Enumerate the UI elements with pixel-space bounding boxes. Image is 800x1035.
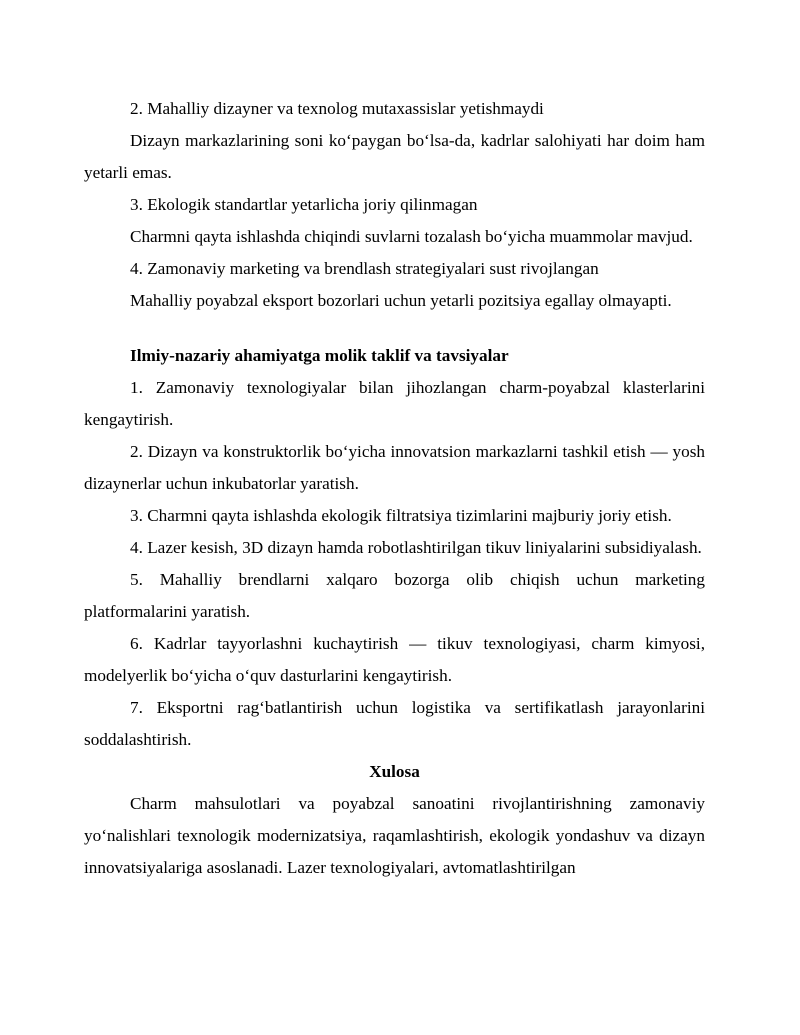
- recommendation-item: 6. Kadrlar tayyorlashni kuchaytirish — tikuv texnologiyasi, charm kimyosi, modelyerlik bo‘yicha o‘quv dasturlarini kengaytirish.: [84, 634, 705, 685]
- recommendation-item: 4. Lazer kesish, 3D dizayn hamda robotlashtirilgan tikuv liniyalarini subsidiyalash.: [130, 538, 702, 557]
- problem-2-text: Dizayn markazlarining soni ko‘paygan bo‘lsa-da, kadrlar salohiyati har doim ham yetarli emas.: [84, 131, 705, 182]
- problem-3-title: 3. Ekologik standartlar yetarlicha joriy qilinmagan: [130, 195, 478, 214]
- problem-4-text: Mahalliy poyabzal eksport bozorlari uchun yetarli pozitsiya egallay olmayapti.: [130, 291, 672, 310]
- section-heading: Ilmiy-nazariy ahamiyatga molik taklif va tavsiyalar: [130, 346, 509, 365]
- section-gap: [84, 317, 705, 340]
- recommendation-item: 2. Dizayn va konstruktorlik bo‘yicha innovatsion markazlarni tashkil etish — yosh dizaynerlar uchun inkubatorlar yaratish.: [84, 442, 705, 493]
- problem-2-title: 2. Mahalliy dizayner va texnolog mutaxassislar yetishmaydi: [130, 99, 544, 118]
- recommendation-item: 3. Charmni qayta ishlashda ekologik filtratsiya tizimlarini majburiy joriy etish.: [130, 506, 672, 525]
- document-body: [84, 93, 705, 884]
- conclusion-heading: Xulosa: [369, 762, 420, 781]
- conclusion-text: Charm mahsulotlari va poyabzal sanoatini rivojlantirishning zamonaviy yo‘nalishlari texnologik modernizatsiya, raqamlashtirish, ekologik yondashuv va dizayn innovatsiyalariga asoslanadi. Lazer texnologiyalari, avtomatlashtirilgan: [84, 794, 705, 877]
- recommendation-item: 7. Eksportni rag‘batlantirish uchun logistika va sertifikatlash jarayonlarini soddalashtirish.: [84, 698, 705, 749]
- recommendation-item: 1. Zamonaviy texnologiyalar bilan jihozlangan charm-poyabzal klasterlarini kengaytirish.: [84, 378, 705, 429]
- problem-3-text: Charmni qayta ishlashda chiqindi suvlarni tozalash bo‘yicha muammolar mavjud.: [130, 227, 693, 246]
- problem-4-title: 4. Zamonaviy marketing va brendlash strategiyalari sust rivojlangan: [130, 259, 599, 278]
- recommendation-item: 5. Mahalliy brendlarni xalqaro bozorga olib chiqish uchun marketing platformalarini yaratish.: [84, 570, 705, 621]
